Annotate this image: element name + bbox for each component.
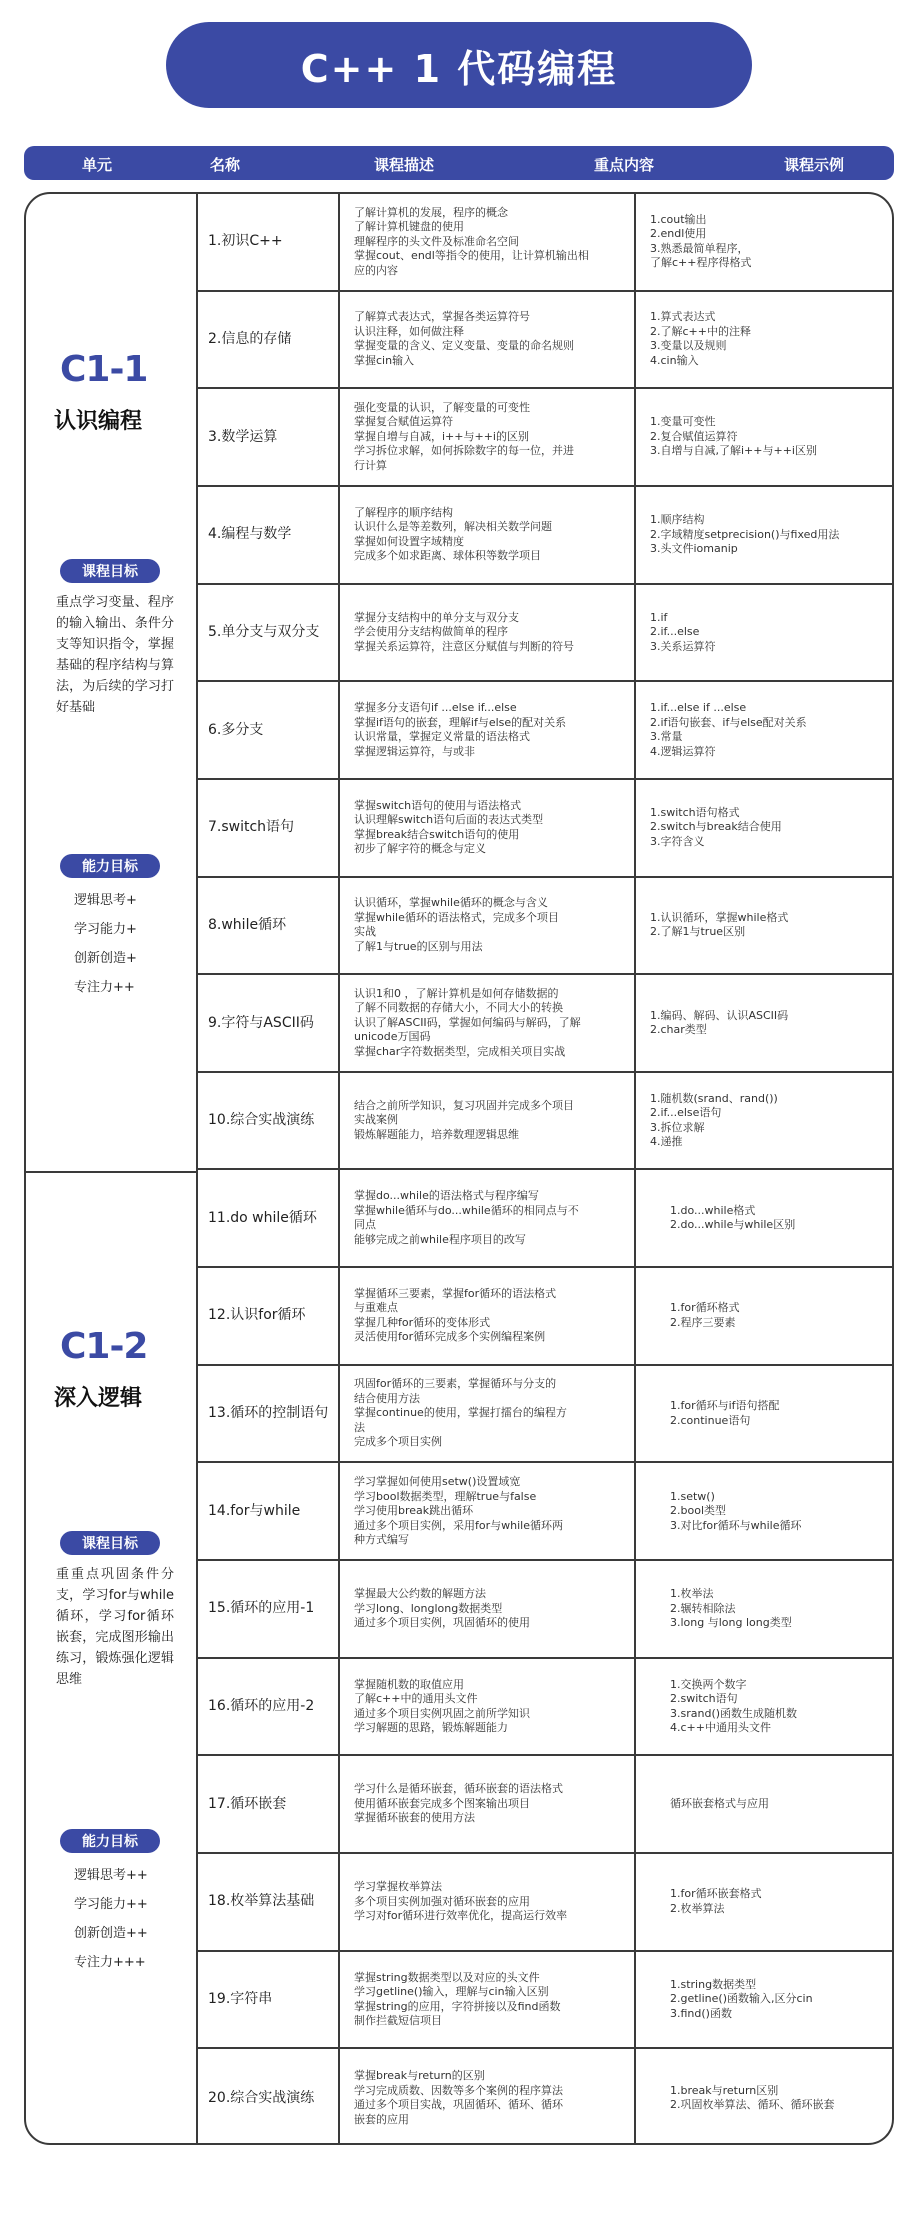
example-line: 3.srand()函数生成随机数 xyxy=(670,1706,798,1720)
example-line: 1.switch语句格式 xyxy=(650,805,740,819)
lesson-name: 16.循环的应用-2 xyxy=(208,1698,315,1715)
example-line: 1.do...while格式 xyxy=(670,1203,756,1217)
example-line: 2.复合赋值运算符 xyxy=(650,429,738,443)
description-line: 掌握cout、endl等指令的使用，让计算机输出相 xyxy=(354,249,589,263)
description-line: 掌握while循环与do...while循环的相同点与不 xyxy=(354,1203,579,1217)
lesson-examples xyxy=(650,389,890,485)
example-line: 3.自增与自减,了解i++与++i区别 xyxy=(650,444,817,458)
example-line: 4.c++中通用头文件 xyxy=(670,1721,771,1735)
lesson-description xyxy=(354,878,638,974)
example-line: 2.char类型 xyxy=(650,1023,707,1036)
description-line: 学习对for循环进行效率优化，提高运行效率 xyxy=(354,1909,568,1923)
example-line: 1.认识循环，掌握while格式 xyxy=(650,910,789,924)
lesson-description xyxy=(354,1171,638,1267)
lesson-name: 10.综合实战演练 xyxy=(208,1112,315,1129)
description-line: 掌握while循环的语法格式，完成多个项目 xyxy=(354,910,559,924)
lesson-examples xyxy=(650,1952,890,2048)
lesson-name: 17.循环嵌套 xyxy=(208,1795,287,1812)
description-line: 认识1和0 ，了解计算机是如何存储数据的 xyxy=(354,986,559,1000)
description-line: 学习什么是循环嵌套，循环嵌套的语法格式 xyxy=(354,1782,563,1796)
lesson-name: 7.switch语句 xyxy=(208,819,295,836)
lesson-name: 1.初识C++ xyxy=(208,233,283,250)
description-line: 完成多个如求距离、球体积等数学项目 xyxy=(354,549,541,563)
table-row xyxy=(196,682,894,780)
table-header xyxy=(24,146,894,180)
description-line: 结合使用方法 xyxy=(354,1391,420,1405)
description-line: 掌握自增与自减，i++与++i的区别 xyxy=(354,429,529,443)
description-line: 学会使用分支结构做简单的程序 xyxy=(354,625,508,639)
lesson-examples xyxy=(650,585,890,681)
lesson-description xyxy=(354,1561,638,1657)
lesson-description xyxy=(354,2049,638,2145)
header-example: 课程示例 xyxy=(784,156,845,174)
example-line: 2.continue语句 xyxy=(670,1413,751,1427)
lesson-examples xyxy=(650,682,890,778)
description-line: 认识理解switch语句后面的表达式类型 xyxy=(354,813,544,827)
description-line: 掌握逻辑运算符，与或非 xyxy=(354,744,475,758)
description-line: 初步了解字符的概念与定义 xyxy=(354,842,486,856)
description-line: unicode万国码 xyxy=(354,1030,431,1044)
example-line: 3.头文件iomanip xyxy=(650,542,738,555)
lesson-description xyxy=(354,1659,638,1755)
description-line: 能够完成之前while程序项目的改写 xyxy=(354,1232,526,1246)
description-line: 与重难点 xyxy=(354,1301,398,1315)
lesson-name: 20.综合实战演练 xyxy=(208,2089,315,2106)
example-line: 1.setw() xyxy=(670,1489,715,1503)
unit-code: C1-1 xyxy=(60,349,148,390)
description-line: 学习解题的思路，锻炼解题能力 xyxy=(354,1721,508,1735)
lesson-description xyxy=(354,1073,638,1169)
lesson-examples xyxy=(650,1756,890,1852)
lesson-name: 9.字符与ASCII码 xyxy=(208,1014,314,1031)
example-line: 4.逻辑运算符 xyxy=(650,744,716,758)
description-line: 通过多个项目实例，巩固循环的使用 xyxy=(354,1616,530,1630)
description-line: 掌握循环三要素，掌握for循环的语法格式 xyxy=(354,1286,557,1300)
description-line: 了解c++中的通用头文件 xyxy=(354,1692,478,1706)
table-row xyxy=(196,389,894,487)
lesson-examples xyxy=(650,487,890,583)
description-line: 了解计算机的发展，程序的概念 xyxy=(354,205,508,219)
example-line: 4.cin输入 xyxy=(650,353,699,367)
lesson-description xyxy=(354,1463,638,1559)
lesson-name: 18.枚举算法基础 xyxy=(208,1893,315,1910)
lesson-examples xyxy=(650,1659,890,1755)
ability-item: 专注力++ xyxy=(74,980,135,995)
ability-item: 学习能力+ xyxy=(74,922,137,937)
lesson-description xyxy=(354,194,638,290)
lesson-examples xyxy=(650,975,890,1071)
lesson-examples xyxy=(650,1561,890,1657)
example-line: 2.getline()函数输入,区分cin xyxy=(670,1992,813,2006)
example-line: 2.switch语句 xyxy=(670,1692,738,1706)
description-line: 实战案例 xyxy=(354,1113,398,1127)
description-line: 掌握switch语句的使用与语法格式 xyxy=(354,798,522,812)
description-line: 应的内容 xyxy=(354,263,398,277)
example-line: 4.递推 xyxy=(650,1135,683,1149)
header-unit: 单元 xyxy=(82,156,113,174)
description-line: 种方式编写 xyxy=(354,1533,409,1546)
description-line: 理解程序的头文件及标准命名空间 xyxy=(354,234,519,248)
description-line: 通过多个项目实例巩固之前所学知识 xyxy=(354,1706,530,1720)
lesson-name: 14.for与while xyxy=(208,1502,301,1519)
description-line: 完成多个项目实例 xyxy=(354,1435,442,1449)
description-line: 掌握string数据类型以及对应的头文件 xyxy=(354,1970,540,1984)
table-row xyxy=(196,780,894,878)
table-row xyxy=(196,1952,894,2050)
description-line: 掌握复合赋值运算符 xyxy=(354,415,453,429)
lesson-description xyxy=(354,487,638,583)
example-line: 1.for循环嵌套格式 xyxy=(670,1887,762,1901)
example-line: 1.变量可变性 xyxy=(650,415,716,429)
description-line: 掌握break结合switch语句的使用 xyxy=(354,827,520,841)
ability-label: 能力目标 xyxy=(60,854,160,878)
lesson-name: 11.do while循环 xyxy=(208,1209,317,1226)
description-line: 了解不同数据的存储大小，不同大小的转换 xyxy=(354,1001,563,1015)
description-line: 掌握if语句的嵌套，理解if与else的配对关系 xyxy=(354,715,567,729)
description-line: 通过多个项目实例，采用for与while循环两 xyxy=(354,1518,563,1532)
lesson-description xyxy=(354,292,638,388)
example-line: 3.拆位求解 xyxy=(650,1120,705,1134)
description-line: 灵活使用for循环完成多个实例编程案例 xyxy=(354,1330,546,1344)
example-line: 3.对比for循环与while循环 xyxy=(670,1518,802,1532)
lesson-description xyxy=(354,389,638,485)
description-line: 结合之前所学知识，复习巩固并完成多个项目 xyxy=(354,1098,574,1112)
table-row xyxy=(196,1073,894,1171)
table-row xyxy=(196,1268,894,1366)
example-line: 2.endl使用 xyxy=(650,227,707,241)
description-line: 使用循环嵌套完成多个图案输出项目 xyxy=(354,1796,530,1810)
description-line: 学习掌握如何使用setw()设置域宽 xyxy=(354,1475,521,1488)
description-line: 学习使用break跳出循环 xyxy=(354,1504,474,1517)
example-line: 2.bool类型 xyxy=(670,1504,726,1517)
ability-list xyxy=(74,886,137,1002)
table-row xyxy=(196,1854,894,1952)
goal-text: 重点学习变量、程序的输入输出、条件分支等知识指令，掌握基础的程序结构与算法，为后续的学习打好基础 xyxy=(56,595,174,715)
lesson-name: 12.认识for循环 xyxy=(208,1307,306,1324)
description-line: 通过多个项目实战，巩固循环、循环、循环 xyxy=(354,2098,563,2112)
table-row xyxy=(196,585,894,683)
table-row xyxy=(196,878,894,976)
example-line: 3.find()函数 xyxy=(670,2006,732,2020)
description-line: 掌握continue的使用，掌握打擂台的编程方 xyxy=(354,1406,567,1420)
lesson-name: 4.编程与数学 xyxy=(208,526,292,543)
description-line: 认识注释，如何做注释 xyxy=(354,324,464,338)
description-line: 锻炼解题能力，培养数理逻辑思维 xyxy=(354,1127,519,1141)
example-line: 2.do...while与while区别 xyxy=(670,1218,796,1232)
description-line: 认识了解ASCII码，掌握如何编码与解码，了解 xyxy=(354,1015,581,1029)
example-line: 1.string数据类型 xyxy=(670,1977,757,1991)
unit-c1-2 xyxy=(26,1171,196,2145)
description-line: 掌握最大公约数的解题方法 xyxy=(354,1587,486,1601)
header-key-content: 重点内容 xyxy=(594,156,655,174)
example-line: 2.辗转相除法 xyxy=(670,1601,736,1615)
description-line: 学习getline()输入，理解与cin输入区别 xyxy=(354,1985,549,1998)
ability-item: 逻辑思考+ xyxy=(74,893,137,908)
description-line: 掌握如何设置字域精度 xyxy=(354,534,464,548)
lesson-examples xyxy=(650,878,890,974)
lesson-description xyxy=(354,1952,638,2048)
example-line: 1.if...else if ...else xyxy=(650,701,747,715)
table-row xyxy=(196,1561,894,1659)
unit-code: C1-2 xyxy=(60,1326,148,1367)
description-line: 掌握变量的含义、定义变量、变量的命名规则 xyxy=(354,339,574,353)
table-row xyxy=(196,1463,894,1561)
description-line: 了解1与true的区别与用法 xyxy=(354,939,483,953)
ability-item: 专注力+++ xyxy=(74,1955,146,1970)
description-line: 了解程序的顺序结构 xyxy=(354,505,453,519)
example-line: 循环嵌套格式与应用 xyxy=(670,1796,769,1810)
lesson-name: 15.循环的应用-1 xyxy=(208,1600,315,1617)
description-line: 嵌套的应用 xyxy=(354,2112,409,2126)
unit-name: 认识编程 xyxy=(54,409,143,434)
table-row xyxy=(196,487,894,585)
example-line: 2.字域精度setprecision()与fixed用法 xyxy=(650,527,840,541)
example-line: 1.cout输出 xyxy=(650,212,707,226)
lesson-examples xyxy=(650,1171,890,1267)
lesson-description xyxy=(354,682,638,778)
lesson-name: 8.while循环 xyxy=(208,916,287,933)
ability-item: 学习能力++ xyxy=(74,1897,148,1912)
table-row xyxy=(196,975,894,1073)
description-line: 学习掌握枚举算法 xyxy=(354,1880,442,1894)
table-row xyxy=(196,1659,894,1757)
example-line: 3.关系运算符 xyxy=(650,639,716,653)
example-line: 3.常量 xyxy=(650,730,683,744)
goal-label: 课程目标 xyxy=(60,1531,160,1555)
lesson-examples xyxy=(650,1463,890,1559)
example-line: 1.枚举法 xyxy=(670,1587,714,1601)
lesson-description xyxy=(354,585,638,681)
example-line: 1.break与return区别 xyxy=(670,2083,779,2097)
ability-label: 能力目标 xyxy=(60,1829,160,1853)
example-line: 2.if...else xyxy=(650,625,700,639)
example-line: 2.if语句嵌套、if与else配对关系 xyxy=(650,715,807,729)
description-line: 掌握cin输入 xyxy=(354,353,415,367)
description-line: 学习完成质数、因数等多个案例的程序算法 xyxy=(354,2083,563,2097)
example-line: 1.if xyxy=(650,610,668,624)
example-line: 1.算式表达式 xyxy=(650,310,716,324)
description-line: 掌握几种for循环的变体形式 xyxy=(354,1315,491,1329)
lesson-description xyxy=(354,1268,638,1364)
example-line: 3.字符含义 xyxy=(650,834,705,848)
ability-item: 创新创造+ xyxy=(74,951,137,966)
description-line: 掌握随机数的取值应用 xyxy=(354,1677,464,1691)
description-line: 掌握多分支语句if ...else if...else xyxy=(354,701,517,715)
goal-label: 课程目标 xyxy=(60,559,160,583)
course-table xyxy=(24,192,894,2145)
example-line: 1.编码、解码、认识ASCII码 xyxy=(650,1008,789,1022)
table-row xyxy=(196,1756,894,1854)
description-line: 认识什么是等差数列，解决相关数学问题 xyxy=(354,520,552,534)
unit-name: 深入逻辑 xyxy=(54,1386,143,1411)
description-line: 掌握break与return的区别 xyxy=(354,2069,485,2083)
lesson-description xyxy=(354,780,638,876)
page-title: C++ 1 代码编程 xyxy=(166,22,752,108)
description-line: 学习bool数据类型，理解true与false xyxy=(354,1489,537,1503)
table-row xyxy=(196,2049,894,2145)
example-line: 3.熟悉最简单程序， xyxy=(650,241,749,255)
lesson-examples xyxy=(650,1268,890,1364)
example-line: 1.随机数(srand、rand()) xyxy=(650,1091,778,1105)
ability-item: 逻辑思考++ xyxy=(74,1868,148,1883)
example-line: 2.枚举算法 xyxy=(670,1901,725,1915)
lesson-examples xyxy=(650,194,890,290)
description-line: 了解算式表达式，掌握各类运算符号 xyxy=(354,310,530,324)
description-line: 多个项目实例加强对循环嵌套的应用 xyxy=(354,1894,530,1908)
lesson-name: 19.字符串 xyxy=(208,1991,273,2007)
example-line: 2.switch与break结合使用 xyxy=(650,820,782,834)
goal-text: 重重点巩固条件分支，学习for与while循环，学习for循环嵌套，完成图形输出练习，锻炼强化逻辑思维 xyxy=(56,1567,174,1687)
lesson-examples xyxy=(650,1854,890,1950)
lesson-name: 5.单分支与双分支 xyxy=(208,623,320,640)
example-line: 2.程序三要素 xyxy=(670,1315,736,1329)
lesson-examples xyxy=(650,1073,890,1169)
lesson-name: 6.多分支 xyxy=(208,721,264,738)
table-row xyxy=(196,1366,894,1464)
description-line: 掌握char字符数据类型，完成相关项目实战 xyxy=(354,1044,566,1058)
description-line: 认识循环，掌握while循环的概念与含义 xyxy=(354,896,548,910)
ability-item: 创新创造++ xyxy=(74,1926,148,1941)
example-line: 1.for循环格式 xyxy=(670,1301,740,1315)
lesson-description xyxy=(354,1756,638,1852)
example-line: 3.变量以及规则 xyxy=(650,339,727,353)
description-line: 法 xyxy=(354,1420,365,1434)
example-line: 2.if...else语句 xyxy=(650,1106,722,1120)
example-line: 2.了解1与true区别 xyxy=(650,925,746,939)
description-line: 学习拆位求解，如何拆除数字的每一位，并进 xyxy=(354,444,574,458)
table-row xyxy=(196,292,894,390)
description-line: 认识常量，掌握定义常量的语法格式 xyxy=(354,730,530,744)
lesson-examples xyxy=(650,292,890,388)
table-row xyxy=(196,1171,894,1269)
example-line: 2.巩固枚举算法、循环、循环嵌套 xyxy=(670,2098,835,2112)
example-line: 3.long 与long long类型 xyxy=(670,1616,792,1630)
description-line: 强化变量的认识，了解变量的可变性 xyxy=(354,400,530,414)
example-line: 2.了解c++中的注释 xyxy=(650,324,751,338)
description-line: 制作拦截短信项目 xyxy=(354,2014,442,2027)
description-line: 行计算 xyxy=(354,458,387,472)
lesson-examples xyxy=(650,2049,890,2145)
header-name: 名称 xyxy=(210,156,241,174)
description-line: 学习long、longlong数据类型 xyxy=(354,1601,503,1615)
description-line: 掌握关系运算符，注意区分赋值与判断的符号 xyxy=(354,639,574,653)
description-line: 同点 xyxy=(354,1218,376,1232)
lesson-examples xyxy=(650,1366,890,1462)
lesson-name: 2.信息的存储 xyxy=(208,330,292,347)
description-line: 了解计算机键盘的使用 xyxy=(354,220,464,234)
lesson-description xyxy=(354,1854,638,1950)
header-description: 课程描述 xyxy=(374,156,435,174)
unit-c1-1 xyxy=(26,194,196,1171)
lesson-name: 13.循环的控制语句 xyxy=(208,1405,329,1422)
ability-list xyxy=(74,1861,148,1977)
description-line: 掌握do...while的语法格式与程序编写 xyxy=(354,1189,539,1203)
example-line: 1.交换两个数字 xyxy=(670,1677,747,1691)
lesson-description xyxy=(354,1366,638,1462)
table-row xyxy=(196,194,894,292)
description-line: 巩固for循环的三要素，掌握循环与分支的 xyxy=(354,1377,557,1391)
lesson-examples xyxy=(650,780,890,876)
example-line: 了解c++程序得格式 xyxy=(650,256,752,270)
lesson-description xyxy=(354,975,638,1071)
example-line: 1.顺序结构 xyxy=(650,513,705,526)
description-line: 掌握循环嵌套的使用方法 xyxy=(354,1811,475,1825)
lesson-name: 3.数学运算 xyxy=(208,428,278,445)
description-line: 实战 xyxy=(354,925,376,939)
description-line: 掌握string的应用，字符拼接以及find函数 xyxy=(354,1999,561,2013)
description-line: 掌握分支结构中的单分支与双分支 xyxy=(354,610,519,624)
example-line: 1.for循环与if语句搭配 xyxy=(670,1399,780,1413)
